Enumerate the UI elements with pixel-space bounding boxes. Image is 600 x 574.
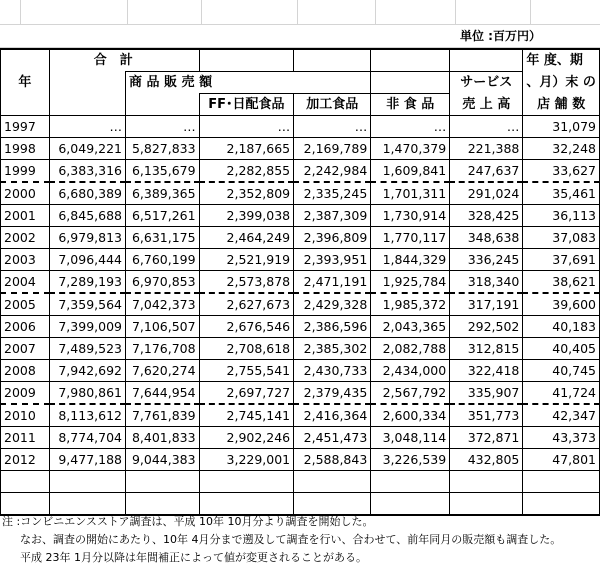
processed-food-cell: 2,335,245 <box>294 182 371 205</box>
total-header: 合 計 <box>49 49 199 72</box>
total-cell: 7,289,193 <box>49 271 125 294</box>
total-cell: … <box>49 116 125 138</box>
processed-food-cell: 2,396,809 <box>294 227 371 249</box>
sales-table <box>0 48 600 516</box>
goods-sales-cell: 7,042,373 <box>125 293 199 316</box>
header-blank <box>450 49 523 72</box>
stores-cell: 39,600 <box>523 293 600 316</box>
year-cell: 2001 <box>1 205 50 227</box>
goods-sales-cell: 9,044,383 <box>125 449 199 471</box>
blank-cell <box>49 471 125 493</box>
table-row <box>1 338 600 360</box>
header-blank <box>125 94 199 116</box>
goods-sales-cell: 6,517,261 <box>125 205 199 227</box>
stores-cell: 43,373 <box>523 427 600 449</box>
year-cell: 2002 <box>1 227 50 249</box>
goods-sales-cell: 6,631,175 <box>125 227 199 249</box>
goods-sales-cell: 7,176,708 <box>125 338 199 360</box>
ff-daily-cell: 2,708,618 <box>199 338 294 360</box>
stores-header-line3: 店 舗 数 <box>523 94 600 116</box>
stores-cell: 40,405 <box>523 338 600 360</box>
header-blank <box>199 49 294 72</box>
total-cell: 7,489,523 <box>49 338 125 360</box>
goods-sales-cell: 6,760,199 <box>125 249 199 271</box>
goods-sales-cell: 8,401,833 <box>125 427 199 449</box>
service-cell: 322,418 <box>450 360 523 382</box>
total-cell: 6,680,389 <box>49 182 125 205</box>
non-food-cell: 2,434,000 <box>371 360 450 382</box>
table-row <box>1 116 600 138</box>
service-cell: 317,191 <box>450 293 523 316</box>
blank-cell <box>1 471 50 493</box>
processed-food-cell: 2,386,596 <box>294 316 371 338</box>
non-food-cell: 2,082,788 <box>371 338 450 360</box>
gridline <box>201 0 202 24</box>
ff-daily-cell: 2,464,249 <box>199 227 294 249</box>
gridline <box>455 0 456 24</box>
header-blank <box>294 49 371 72</box>
year-header-top <box>1 49 50 72</box>
ff-daily-cell: … <box>199 116 294 138</box>
year-cell: 2011 <box>1 427 50 449</box>
table-row <box>1 360 600 382</box>
note-line-1: 注 :コンビニエンスストア調査は、平成 10年 10月分より調査を開始した。 <box>2 515 374 528</box>
goods-sales-cell: 6,389,365 <box>125 182 199 205</box>
service-header-bottom: 売 上 高 <box>450 94 523 116</box>
table-row <box>1 205 600 227</box>
service-cell: 372,871 <box>450 427 523 449</box>
total-cell: 7,096,444 <box>49 249 125 271</box>
non-food-cell: 3,226,539 <box>371 449 450 471</box>
non-food-cell: 1,925,784 <box>371 271 450 294</box>
total-cell: 7,359,564 <box>49 293 125 316</box>
service-header-top: サービス <box>450 72 523 94</box>
service-cell: 335,907 <box>450 382 523 405</box>
goods-sales-cell: 7,644,954 <box>125 382 199 405</box>
stores-cell: 32,248 <box>523 138 600 160</box>
non-food-cell: 1,701,311 <box>371 182 450 205</box>
stores-cell: 33,627 <box>523 160 600 183</box>
ff-daily-cell: 2,697,727 <box>199 382 294 405</box>
stores-cell: 37,691 <box>523 249 600 271</box>
goods-sales-cell: 7,620,274 <box>125 360 199 382</box>
ff-daily-cell: 2,745,141 <box>199 404 294 427</box>
table-row <box>1 227 600 249</box>
ff-daily-cell: 2,902,246 <box>199 427 294 449</box>
table-row <box>1 182 600 205</box>
goods-sales-cell: … <box>125 116 199 138</box>
total-cell: 6,383,316 <box>49 160 125 183</box>
ff-daily-cell: 2,755,541 <box>199 360 294 382</box>
gridline <box>297 0 298 24</box>
blank-cell <box>450 493 523 516</box>
header-blank <box>49 72 125 94</box>
non-food-cell: 1,985,372 <box>371 293 450 316</box>
blank-cell <box>523 471 600 493</box>
blank-cell <box>450 471 523 493</box>
year-header: 年 <box>1 72 50 94</box>
blank-cell <box>125 471 199 493</box>
service-cell: 221,388 <box>450 138 523 160</box>
total-cell: 9,477,188 <box>49 449 125 471</box>
goods-sales-header: 商 品 販 売 額 <box>125 72 370 94</box>
header-blank <box>1 94 50 116</box>
year-cell: 2008 <box>1 360 50 382</box>
processed-food-cell: 2,379,435 <box>294 382 371 405</box>
total-cell: 6,979,813 <box>49 227 125 249</box>
processed-food-cell: 2,169,789 <box>294 138 371 160</box>
non-food-cell: 2,600,334 <box>371 404 450 427</box>
processed-food-cell: 2,242,984 <box>294 160 371 183</box>
stores-header-line1: 年 度、期 <box>523 49 600 72</box>
table-row <box>1 160 600 183</box>
table-row <box>1 138 600 160</box>
processed-food-cell: 2,430,733 <box>294 360 371 382</box>
gridline <box>127 0 128 24</box>
total-cell: 6,049,221 <box>49 138 125 160</box>
gridline <box>0 24 600 25</box>
blank-cell <box>371 493 450 516</box>
non-food-cell: 3,048,114 <box>371 427 450 449</box>
year-cell: 2012 <box>1 449 50 471</box>
stores-cell: 31,079 <box>523 116 600 138</box>
blank-cell <box>125 493 199 516</box>
blank-cell <box>49 493 125 516</box>
year-cell: 2005 <box>1 293 50 316</box>
gridline <box>20 0 21 24</box>
goods-sales-cell: 7,761,839 <box>125 404 199 427</box>
blank-row <box>1 493 600 516</box>
service-cell: 328,425 <box>450 205 523 227</box>
non-food-cell: 1,470,379 <box>371 138 450 160</box>
stores-cell: 40,745 <box>523 360 600 382</box>
processed-food-cell: 2,393,951 <box>294 249 371 271</box>
note-line-2: なお、調査の開始にあたり、10年 4月分まで遡及して調査を行い、合わせて、前年同月の販売額も調査した。 <box>20 533 562 546</box>
header-blank <box>371 49 450 72</box>
blank-row <box>1 471 600 493</box>
note-line-3: 平成 23年 1月分以降は年間補正によって値が変更されることがある。 <box>20 551 367 564</box>
ff-daily-cell: 2,352,809 <box>199 182 294 205</box>
total-cell: 6,845,688 <box>49 205 125 227</box>
year-cell: 2010 <box>1 404 50 427</box>
year-cell: 1997 <box>1 116 50 138</box>
service-cell: 336,245 <box>450 249 523 271</box>
year-cell: 2009 <box>1 382 50 405</box>
ff-daily-cell: 2,187,665 <box>199 138 294 160</box>
processed-food-cell: 2,387,309 <box>294 205 371 227</box>
table-row <box>1 316 600 338</box>
year-cell: 2003 <box>1 249 50 271</box>
unit-label: 単位 :百万円） <box>460 29 541 43</box>
service-cell: 291,024 <box>450 182 523 205</box>
stores-cell: 35,461 <box>523 182 600 205</box>
service-cell: 292,502 <box>450 316 523 338</box>
ff-daily-header: FF･日配食品 <box>199 94 294 116</box>
stores-cell: 38,621 <box>523 271 600 294</box>
goods-sales-cell: 5,827,833 <box>125 138 199 160</box>
service-cell: 318,340 <box>450 271 523 294</box>
non-food-cell: 2,567,792 <box>371 382 450 405</box>
non-food-cell: 2,043,365 <box>371 316 450 338</box>
processed-food-cell: 2,416,364 <box>294 404 371 427</box>
non-food-cell: 1,770,117 <box>371 227 450 249</box>
stores-cell: 37,083 <box>523 227 600 249</box>
service-cell: 432,805 <box>450 449 523 471</box>
header-blank <box>371 72 450 94</box>
processed-food-cell: 2,471,191 <box>294 271 371 294</box>
header-blank <box>49 94 125 116</box>
table-row <box>1 293 600 316</box>
table-row <box>1 249 600 271</box>
gridline <box>375 0 376 24</box>
year-cell: 2006 <box>1 316 50 338</box>
year-cell: 2004 <box>1 271 50 294</box>
year-cell: 1999 <box>1 160 50 183</box>
goods-sales-cell: 7,106,507 <box>125 316 199 338</box>
total-cell: 8,113,612 <box>49 404 125 427</box>
ff-daily-cell: 2,676,546 <box>199 316 294 338</box>
non-food-cell: 1,730,914 <box>371 205 450 227</box>
table-row <box>1 404 600 427</box>
blank-cell <box>371 471 450 493</box>
ff-daily-cell: 3,229,001 <box>199 449 294 471</box>
processed-food-cell: 2,451,473 <box>294 427 371 449</box>
non-food-cell: 1,844,329 <box>371 249 450 271</box>
stores-cell: 47,801 <box>523 449 600 471</box>
service-cell: 348,638 <box>450 227 523 249</box>
total-cell: 7,980,861 <box>49 382 125 405</box>
table-row <box>1 427 600 449</box>
goods-sales-cell: 6,135,679 <box>125 160 199 183</box>
ff-daily-cell: 2,521,919 <box>199 249 294 271</box>
processed-food-cell: 2,588,843 <box>294 449 371 471</box>
notes <box>0 513 600 567</box>
total-cell: 7,942,692 <box>49 360 125 382</box>
non-food-header: 非 食 品 <box>371 94 450 116</box>
ff-daily-cell: 2,282,855 <box>199 160 294 183</box>
ff-daily-cell: 2,573,878 <box>199 271 294 294</box>
stores-cell: 36,113 <box>523 205 600 227</box>
service-cell: 351,773 <box>450 404 523 427</box>
non-food-cell: … <box>371 116 450 138</box>
blank-cell <box>294 493 371 516</box>
year-cell: 2007 <box>1 338 50 360</box>
goods-sales-cell: 6,970,853 <box>125 271 199 294</box>
year-cell: 2000 <box>1 182 50 205</box>
non-food-cell: 1,609,841 <box>371 160 450 183</box>
ff-daily-cell: 2,627,673 <box>199 293 294 316</box>
processed-food-header: 加工食品 <box>294 94 371 116</box>
table-row <box>1 449 600 471</box>
ff-daily-cell: 2,399,038 <box>199 205 294 227</box>
table-row <box>1 271 600 294</box>
stores-cell: 42,347 <box>523 404 600 427</box>
stores-cell: 41,724 <box>523 382 600 405</box>
gridline <box>530 0 531 24</box>
stores-header-line2: 、月）末 の <box>523 72 600 94</box>
service-cell: 312,815 <box>450 338 523 360</box>
table-row <box>1 382 600 405</box>
blank-cell <box>1 493 50 516</box>
total-cell: 7,399,009 <box>49 316 125 338</box>
stores-cell: 40,183 <box>523 316 600 338</box>
processed-food-cell: … <box>294 116 371 138</box>
total-cell: 8,774,704 <box>49 427 125 449</box>
blank-cell <box>523 493 600 516</box>
blank-cell <box>294 471 371 493</box>
year-cell: 1998 <box>1 138 50 160</box>
service-cell: … <box>450 116 523 138</box>
processed-food-cell: 2,385,302 <box>294 338 371 360</box>
blank-cell <box>199 471 294 493</box>
processed-food-cell: 2,429,328 <box>294 293 371 316</box>
blank-cell <box>199 493 294 516</box>
service-cell: 247,637 <box>450 160 523 183</box>
